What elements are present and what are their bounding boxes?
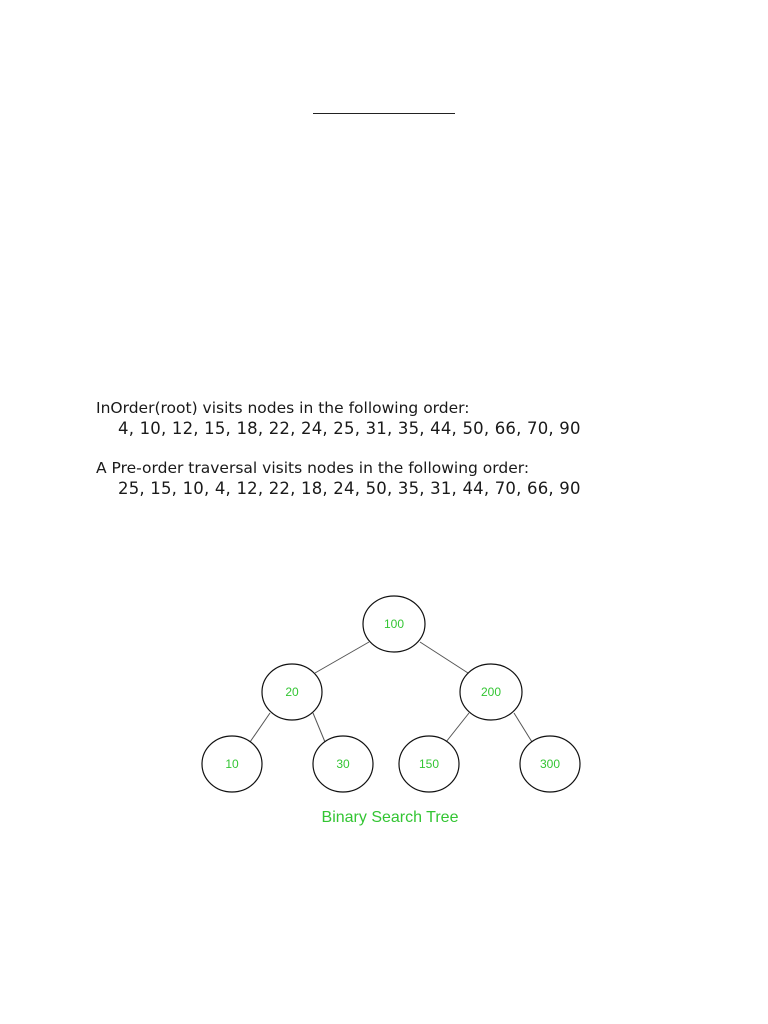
tree-node [262,664,322,720]
node-label: 200 [480,685,502,699]
edge-20-10 [250,713,270,742]
tree-node [460,664,522,720]
preorder-sequence: 25, 15, 10, 4, 12, 22, 18, 24, 50, 35, 31, 44, 70, 66, 90 [118,478,581,498]
node-label: 150 [418,757,440,771]
diagram-caption: Binary Search Tree [321,809,459,826]
edge-100-20 [315,642,369,673]
tree-node [363,596,425,652]
node-label: 20 [285,685,299,699]
tree-node [313,736,373,792]
node-label: 10 [225,757,239,771]
edge-200-300 [514,713,532,742]
inorder-sequence: 4, 10, 12, 15, 18, 22, 24, 25, 31, 35, 44, 50, 66, 70, 90 [118,418,581,438]
edge-200-150 [446,713,469,742]
inorder-heading: InOrder(root) visits nodes in the following order: [96,399,470,417]
node-label: 300 [539,757,561,771]
edge-20-30 [313,713,325,742]
tree-node [202,736,262,792]
node-label: 100 [383,617,405,631]
edge-100-200 [420,642,468,673]
tree-node [520,736,580,792]
preorder-heading: A Pre-order traversal visits nodes in the following order: [96,459,530,477]
node-label: 30 [336,757,350,771]
tree-node [399,736,459,792]
